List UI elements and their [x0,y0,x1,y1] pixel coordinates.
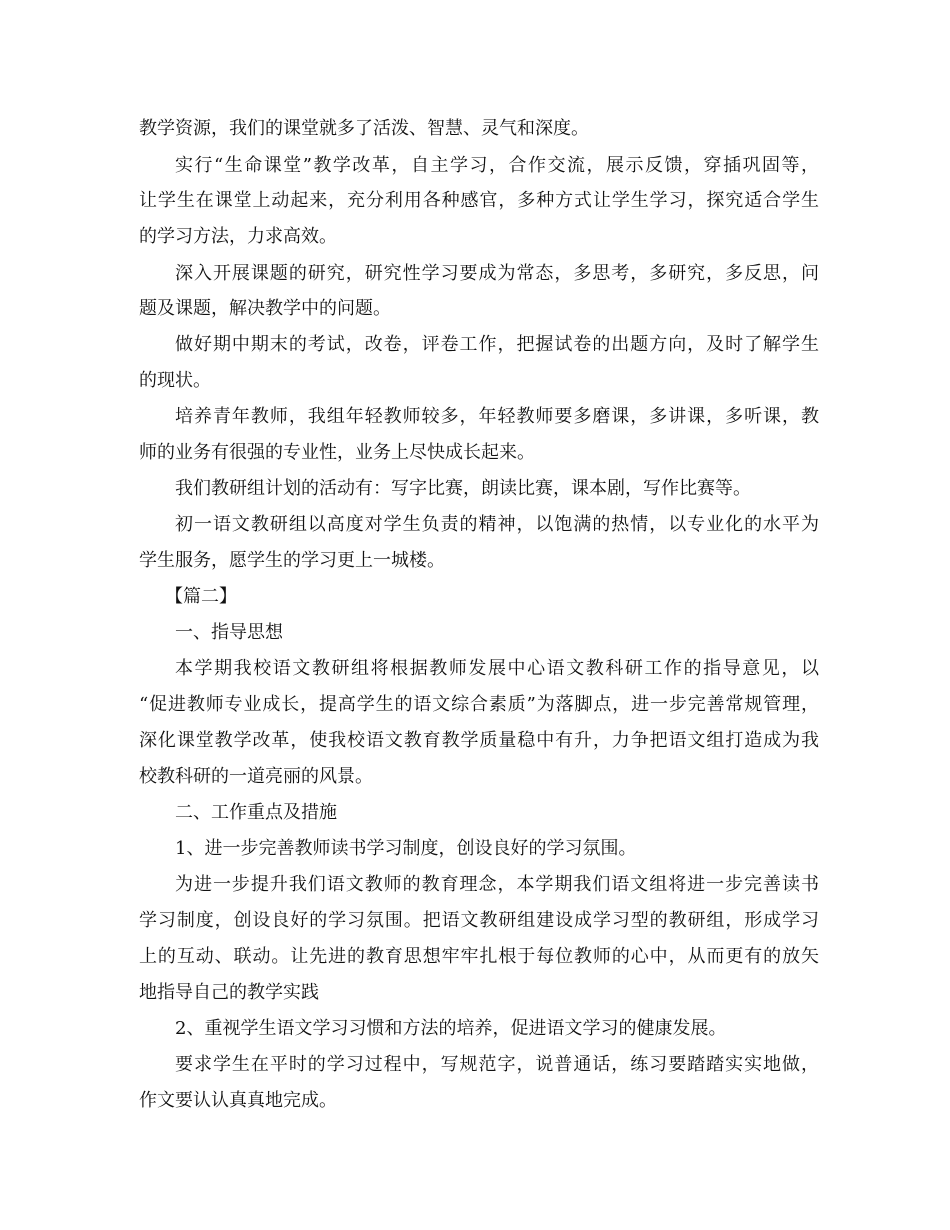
text-line: 教学资源，我们的课堂就多了活泼、智慧、灵气和深度。 [139,118,589,139]
list-item-heading: 1、进一步完善教师读书学习制度，创设良好的学习氛围。 [175,838,637,859]
subsection-heading: 二、工作重点及措施 [175,802,337,823]
paragraph-first-line: 为进一步提升我们语文教师的教育理念，本学期我们语文组将进一步完善读书 [175,874,819,895]
paragraph-first-line: 做好期中期末的考试，改卷，评卷工作，把握试卷的出题方向，及时了解学生 [175,334,819,355]
paragraph-first-line: 实行“生命课堂”教学改革，自主学习，合作交流，展示反馈，穿插巩固等， [175,155,819,176]
text-line: 师的业务有很强的专业性，业务上尽快成长起来。 [139,442,535,463]
text-line: 上的互动、联动。让先进的教育思想牢牢扎根于每位教师的心中，从而更有的放矢 [139,946,819,967]
section-heading: 【篇二】 [165,586,237,607]
text-line: 题及课题，解决教学中的问题。 [139,298,391,319]
text-line: 的现状。 [139,370,211,391]
paragraph-first-line: 要求学生在平时的学习过程中，写规范字，说普通话，练习要踏踏实实地做， [175,1054,819,1075]
subsection-heading: 一、指导思想 [175,622,283,643]
text-line: 深化课堂教学改革，使我校语文教育教学质量稳中有升，力争把语文组打造成为我 [139,730,819,751]
text-line: 让学生在课堂上动起来，充分利用各种感官，多种方式让学生学习，探究适合学生 [139,190,819,211]
text-line: 学习制度，创设良好的学习氛围。把语文教研组建设成学习型的教研组，形成学习 [139,910,819,931]
text-line: 学生服务，愿学生的学习更上一城楼。 [139,550,445,571]
text-line: 校教科研的一道亮丽的风景。 [139,766,373,787]
text-line: 的学习方法，力求高效。 [139,226,337,247]
paragraph-first-line: 初一语文教研组以高度对学生负责的精神，以饱满的热情，以专业化的水平为 [175,514,819,535]
list-item-heading: 2、重视学生语文学习习惯和方法的培养，促进语文学习的健康发展。 [175,1018,727,1039]
paragraph-first-line: 我们教研组计划的活动有：写字比赛，朗读比赛，课本剧，写作比赛等。 [175,478,751,499]
text-line: 作文要认认真真地完成。 [139,1090,337,1111]
text-line: 地指导自己的教学实践 [139,982,319,1003]
paragraph-first-line: 深入开展课题的研究，研究性学习要成为常态，多思考，多研究，多反思，问 [175,263,819,284]
text-line: “促进教师专业成长，提高学生的语文综合素质”为落脚点，进一步完善常规管理， [139,694,819,715]
paragraph-first-line: 本学期我校语文教研组将根据教师发展中心语文教科研工作的指导意见，以 [175,658,819,679]
paragraph-first-line: 培养青年教师，我组年轻教师较多，年轻教师要多磨课，多讲课，多听课，教 [175,406,819,427]
